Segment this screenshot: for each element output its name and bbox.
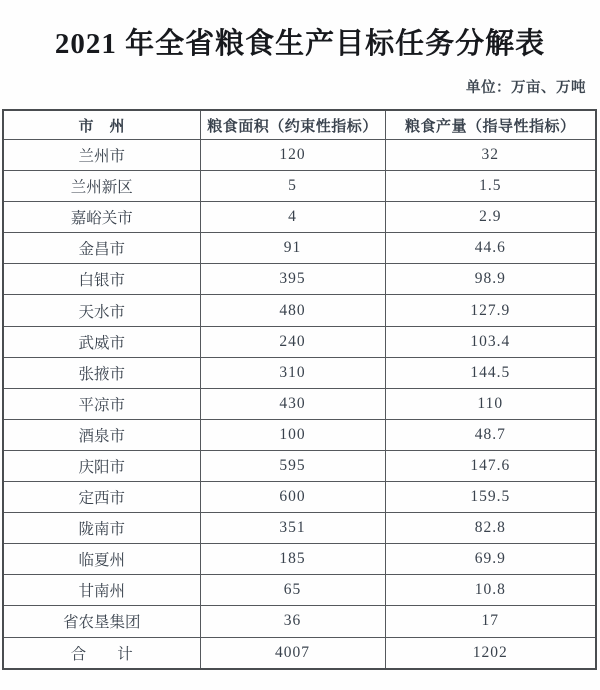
table-row (3, 326, 596, 357)
table-row (3, 295, 596, 326)
cell-region: 兰州新区 (3, 171, 200, 202)
cell-output: 98.9 (385, 264, 596, 295)
cell-region: 临夏州 (3, 544, 200, 575)
cell-area: 600 (200, 482, 385, 513)
table-row (3, 202, 596, 233)
column-header-region: 市 州 (3, 110, 200, 140)
cell-output: 69.9 (385, 544, 596, 575)
cell-area: 185 (200, 544, 385, 575)
cell-output: 103.4 (385, 326, 596, 357)
cell-region: 陇南市 (3, 513, 200, 544)
cell-output: 159.5 (385, 482, 596, 513)
cell-area: 240 (200, 326, 385, 357)
column-header-area: 粮食面积（约束性指标） (200, 110, 385, 140)
cell-region: 庆阳市 (3, 450, 200, 481)
cell-region: 定西市 (3, 482, 200, 513)
cell-output: 110 (385, 388, 596, 419)
cell-area: 36 (200, 606, 385, 637)
table-row (3, 637, 596, 669)
table-row (3, 450, 596, 481)
cell-area: 120 (200, 140, 385, 171)
page-title: 2021 年全省粮食生产目标任务分解表 (54, 28, 546, 60)
grain-target-table (2, 109, 597, 670)
cell-area: 395 (200, 264, 385, 295)
cell-output: 32 (385, 140, 596, 171)
table-row (3, 606, 596, 637)
cell-output: 1.5 (385, 171, 596, 202)
cell-region: 张掖市 (3, 357, 200, 388)
cell-region: 甘南州 (3, 575, 200, 606)
cell-region: 白银市 (3, 264, 200, 295)
cell-region: 平凉市 (3, 388, 200, 419)
cell-output: 147.6 (385, 450, 596, 481)
cell-area: 65 (200, 575, 385, 606)
cell-output: 1202 (385, 637, 596, 669)
cell-area: 100 (200, 419, 385, 450)
cell-output: 48.7 (385, 419, 596, 450)
cell-output: 10.8 (385, 575, 596, 606)
table-row (3, 513, 596, 544)
cell-area: 480 (200, 295, 385, 326)
cell-output: 144.5 (385, 357, 596, 388)
cell-region: 嘉峪关市 (3, 202, 200, 233)
cell-area: 351 (200, 513, 385, 544)
cell-output: 2.9 (385, 202, 596, 233)
table-row (3, 233, 596, 264)
cell-area: 5 (200, 171, 385, 202)
cell-region: 武威市 (3, 326, 200, 357)
cell-output: 127.9 (385, 295, 596, 326)
table-row (3, 544, 596, 575)
table-row (3, 419, 596, 450)
table-header-row (3, 110, 596, 140)
table-row (3, 171, 596, 202)
table-row (3, 140, 596, 171)
cell-region: 酒泉市 (3, 419, 200, 450)
table-row (3, 264, 596, 295)
cell-region: 天水市 (3, 295, 200, 326)
cell-region: 金昌市 (3, 233, 200, 264)
cell-region: 省农垦集团 (3, 606, 200, 637)
cell-region: 合 计 (3, 637, 200, 669)
cell-output: 44.6 (385, 233, 596, 264)
table-row (3, 357, 596, 388)
cell-area: 595 (200, 450, 385, 481)
cell-output: 82.8 (385, 513, 596, 544)
table-row (3, 482, 596, 513)
cell-area: 4 (200, 202, 385, 233)
cell-area: 430 (200, 388, 385, 419)
cell-output: 17 (385, 606, 596, 637)
cell-area: 4007 (200, 637, 385, 669)
cell-region: 兰州市 (3, 140, 200, 171)
table-row (3, 575, 596, 606)
cell-area: 310 (200, 357, 385, 388)
column-header-output: 粮食产量（指导性指标） (385, 110, 596, 140)
unit-note: 单位：万亩、万吨 (466, 80, 586, 96)
table-row (3, 388, 596, 419)
cell-area: 91 (200, 233, 385, 264)
